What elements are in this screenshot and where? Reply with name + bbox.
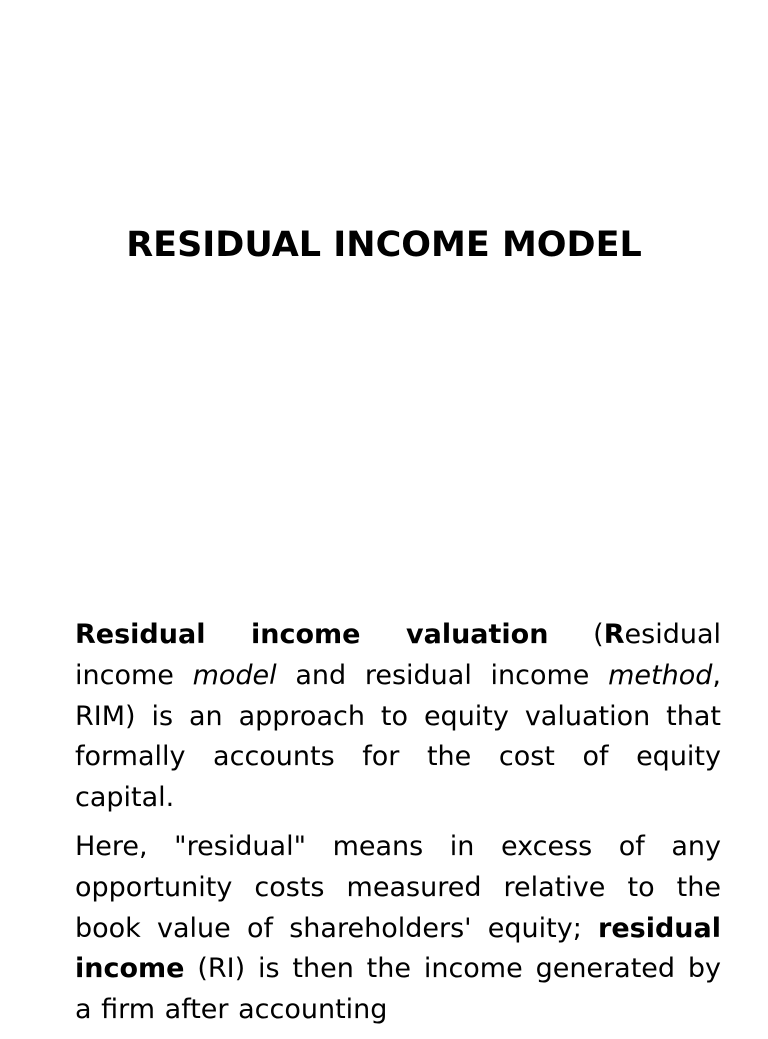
paragraph-definition: Residual income valuation (Residual income model and residual income method, RIM) is an approach to equity valuation that formally accounts for the cost of equity capital. xyxy=(75,619,721,814)
term-model: model xyxy=(192,659,277,691)
body-text xyxy=(75,615,721,1039)
term-residual-income-valuation: Residual income valuation xyxy=(75,619,549,650)
paragraph-explanation: Here, "residual" means in excess of any opportunity costs measured relative to the book value of shareholders' equity; residual income (RI) is then the income generated by a firm after accounting xyxy=(75,830,721,1026)
acronym-letter-r: R xyxy=(603,619,625,650)
slide-title: RESIDUAL INCOME MODEL xyxy=(126,225,642,265)
term-method: method xyxy=(608,659,713,691)
term-residual-income: residual income xyxy=(75,912,721,985)
